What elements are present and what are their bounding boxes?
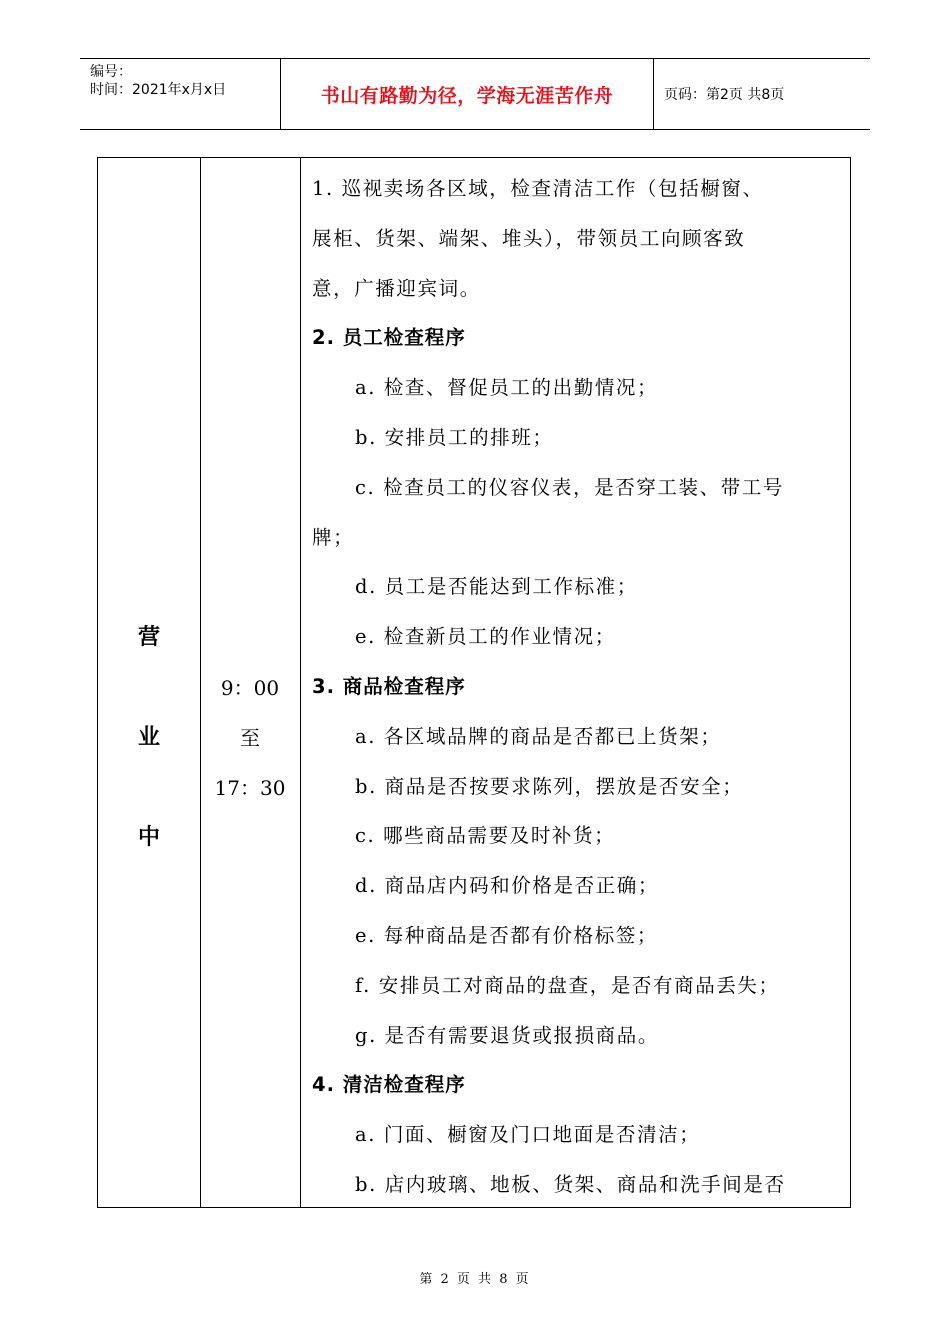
content-line: b. 店内玻璃、地板、货架、商品和洗手间是否 xyxy=(355,1172,786,1196)
time-cell xyxy=(200,158,301,1207)
content-line: g. 是否有需要退货或报损商品。 xyxy=(355,1023,659,1047)
content-line: b. 商品是否按要求陈列，摆放是否安全； xyxy=(355,774,744,798)
phase-cell xyxy=(98,158,201,1207)
content-line: 牌； xyxy=(312,525,355,549)
content-cell xyxy=(300,158,850,1207)
content-line: 意，广播迎宾词。 xyxy=(312,276,481,300)
time-to: 至 xyxy=(240,726,260,750)
phase-char: 中 xyxy=(137,825,160,850)
content-line: 1. 巡视卖场各区域，检查清洁工作（包括橱窗、 xyxy=(312,177,764,200)
page-footer: 第 2 页 共 8 页 xyxy=(419,1272,531,1287)
schedule-table xyxy=(97,157,851,1208)
content-line: a. 各区域品牌的商品是否都已上货架； xyxy=(355,724,722,748)
content-line: 3. 商品检查程序 xyxy=(312,674,466,698)
time-label: 时间：2021年x月x日 xyxy=(90,82,227,98)
content-line: c. 检查员工的仪容仪表，是否穿工装、带工号 xyxy=(355,475,785,499)
motto: 书山有路勤为径，学海无涯苦作舟 xyxy=(281,59,654,129)
content-line: d. 商品店内码和价格是否正确； xyxy=(355,874,659,898)
content-line: 4. 清洁检查程序 xyxy=(312,1073,466,1097)
time-end: 17：30 xyxy=(214,776,286,800)
content-line: 2. 员工检查程序 xyxy=(312,326,466,350)
phase-char: 营 xyxy=(137,625,160,650)
content-lines xyxy=(312,164,842,1210)
document-header xyxy=(80,58,870,130)
content-line: c. 哪些商品需要及时补货； xyxy=(355,824,616,848)
time-start: 9：00 xyxy=(220,676,280,700)
content-line: e. 检查新员工的作业情况； xyxy=(355,625,616,649)
header-meta xyxy=(80,59,281,129)
content-line: d. 员工是否能达到工作标准； xyxy=(355,575,638,599)
content-line: f. 安排员工对商品的盘查，是否有商品丢失； xyxy=(355,973,780,997)
content-line: 展柜、货架、端架、堆头），带领员工向顾客致 xyxy=(312,226,746,250)
content-line: e. 每种商品是否都有价格标签； xyxy=(355,923,659,947)
content-line: a. 门面、橱窗及门口地面是否清洁； xyxy=(355,1123,701,1147)
content-line: b. 安排员工的排班； xyxy=(355,425,554,449)
content-line: a. 检查、督促员工的出勤情况； xyxy=(355,376,659,400)
phase-char: 业 xyxy=(137,725,160,750)
page-label: 页码：第2页 共8页 xyxy=(664,87,785,103)
number-label: 编号： xyxy=(90,64,132,80)
